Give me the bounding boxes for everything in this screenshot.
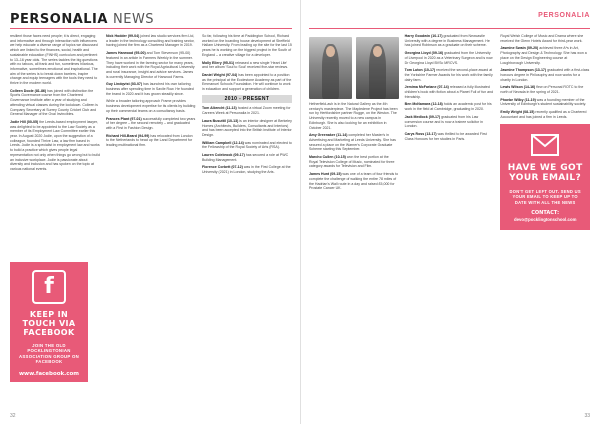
personalia-entry (202, 61, 292, 70)
contact-label: CONTACT: (531, 209, 560, 216)
personalia-entry (106, 117, 196, 131)
entry-text: released a fully illustrated children's book with fiction about a Planet Full of fun and friendship. (404, 85, 494, 99)
right-column-1 (309, 34, 399, 230)
page-number-right: 33 (584, 413, 590, 419)
entry-text: resilient those faces need people; it is direct, engaging and informative and through interaction with influencers we help educate a diverse range of topics we discussed which are linked to the finances, social, health and sustainable education (FINHS) curriculum and pertinent to 13–16 year olds. The series tackles the big questions with no taboos, all frank and fun, sometimes hilarious, informative, sometimes emotional and inspirational. The aim of the series is to break down barriers, inspire change and equip teenagers with the tools they need to thrive in the modern world. (10, 34, 98, 86)
entry-name: Jack Medlock (09-17) (404, 114, 441, 119)
entry-text: graduated from his Law conversion course and is now a trainee solicitor in London. (404, 114, 483, 129)
entry-name: Lewis Wilson (14-16) (500, 85, 536, 90)
personalia-entry (500, 68, 590, 82)
entry-text: While a broader tailoring approach Frame provides business development expertise for its clients by building up their commercial teams on a consultancy basis. (106, 99, 196, 113)
personalia-entry (405, 102, 495, 111)
entry-text: hosted a virtual Zoom meeting for Careers Week at Personalia in 2021. (202, 106, 291, 116)
facebook-url[interactable]: www.facebook.com (18, 370, 80, 377)
envelope-icon (531, 134, 559, 156)
entry-text: has relocated from London to the Netherlands to head up the Land Department for leading multinational firm. (106, 133, 193, 148)
personalia-entry (405, 51, 495, 65)
entry-name: Jasmine Thompson (13-17) (500, 68, 547, 73)
entry-text: was nominated and elected to the Fellowship of the Royal Society of Arts (RSA). (202, 140, 292, 150)
entry-name: Frances Plant (97-01) (106, 116, 142, 121)
email-promo-title: HAVE WE GOT YOUR EMAIL? (507, 163, 583, 184)
entry-text: and Tom Stevenson (95-00) featured in an article in Farmers Weekly in the summer. They have worked in the farming sector for many years, including their work with the Royal Agricultural University and rural insurance, insight and advice services. James is currently Managing Director of Harwood Farms. (106, 51, 195, 79)
entry-name: Carys Ross (13-17) (404, 131, 437, 136)
entry-text: joined law studio services firm Ltd, a leader in the technology consulting and training sector, having joined the firm as a Chartered Manager in 2019. (106, 34, 195, 48)
entry-text: successfully completed two years of her degree – the second remotely – and graduated with a First in Fashion Design. (106, 116, 196, 130)
entry-name: Nick Hodder (99-04) (106, 34, 140, 38)
entry-text: flew on Personal ROTC to the north of Nevada in the spring of 2021. (500, 85, 584, 95)
personalia-entry (309, 102, 399, 130)
left-column-3 (202, 34, 292, 178)
facebook-subtitle: JOIN THE OLD POCKLINGTONIAN ASSOCIATION GROUP ON FACEBOOK (18, 343, 80, 365)
personalia-entry (202, 153, 292, 162)
entry-name: Daniel Wright (97-04) (202, 72, 238, 77)
personalia-entry (500, 110, 590, 119)
personalia-entry (405, 115, 495, 129)
entry-text: achieved three A*s in Art, Photography and Design & Technology. She has won a place on the Design Engineering course at Loughborough University. (500, 46, 587, 65)
entry-name: James Harwood (95-00) (106, 51, 146, 56)
entry-text: won the best portion at the Royal Television College of Music, nominated for three category awards for Television and Film. (309, 155, 395, 169)
personalia-entry (202, 73, 292, 92)
left-column-2 (106, 34, 196, 178)
personalia-entry (500, 85, 590, 94)
entry-name: Richard Hill-Beard (94-99) (106, 133, 150, 138)
entry-text: was one of a team of four friends to complete the challenge of walking the entire 78 miles of the Hadrian's Wall route in a day and raised £5,000 for Prostate Cancer UK. (309, 172, 399, 191)
entry-name: Lauren Colebrook (09-17) (202, 153, 245, 158)
personalia-entry (405, 85, 495, 99)
entry-text: graduated from Newcastle University with a degree in Business Management. He has joined Robinson as a graduate on their scheme. (404, 34, 490, 48)
personalia-entry (309, 133, 399, 152)
entry-name: Amy Greenaker (11-14) (309, 133, 348, 138)
entry-name: Ben McNamara (12-18) (404, 102, 443, 107)
entry-name: Harry Goodwin (10-17) (404, 34, 443, 38)
personalia-entry (202, 34, 292, 58)
personalia-entry (106, 134, 196, 148)
entry-name: Florence Corbett (07-12) (202, 165, 243, 170)
personalia-entry (106, 51, 196, 79)
entry-name: Laura Busuttil (10-13) (202, 118, 239, 123)
entry-text: was in the First College at the University (2021) in London, studying the Arts. (202, 165, 291, 175)
entry-text: has been appointed to a position as the principal at the Ecclestone Academy as part of the Emmanuel Schools Foundation. He will continue to work in education and support a generation of children. (202, 72, 292, 92)
entry-name: Phoebe Wilby (11-19) (500, 97, 536, 102)
right-column-3 (500, 34, 590, 230)
portrait-photo (356, 37, 399, 99)
entry-text: the Leeds-based employment lawyer, was delighted to be appointed to the Law Society as a member of its Employment Law Committee earlier this year. In August 2020 Jodie, upon the suggestion of a colleague, founded Thrive Law, a law firm based in Leeds. Jodie is a specialist in employment law and works to build a practice which gives people legal representation not only when things go wrong but to build an inclusive workplace. Jodie is passionate about diversity and inclusion and has spoken on the topic at various national events. (10, 119, 100, 171)
entry-text: graduated with a first-class honours degree in Philosophy and now works for a charity in London. (500, 68, 590, 82)
personalia-entry (500, 98, 590, 107)
entry-text: completed her Master's in Advertising and Marketing at Leeds University. She has secured a place on the Warner's Corporate Graduate Scheme starting this September. (309, 133, 396, 152)
entry-name: Jemima McFarlane (07-14) (404, 85, 449, 90)
entry-text: So far, following his time at Paddington School, Richard worked on the boarding house development at Sheffield Hallam University. From leading up the site for the last 15 years he is working on the biggest project in the South of England – a creative village for a developer. (202, 34, 292, 57)
entry-name: Molly Ellery (95-01) (202, 60, 235, 65)
entry-text: received the second-place award at the Yorkshire Farmer Awards for his work with the family dairy farm. (404, 68, 493, 82)
right-columns (309, 34, 590, 230)
entry-name: Tom Luton (10-17) (404, 68, 436, 73)
left-columns (10, 34, 292, 178)
personalia-entry (202, 165, 292, 174)
header-rule (10, 28, 292, 29)
personalia-entry (405, 68, 495, 82)
photo-row (309, 37, 399, 99)
left-column-1 (10, 34, 100, 178)
right-page (300, 0, 600, 424)
entry-name: Colleen Doole (81-86) (10, 88, 47, 93)
brand-title: PERSONALIA NEWS (10, 12, 155, 27)
personalia-entry (106, 82, 196, 96)
facebook-icon: f (32, 270, 66, 304)
portrait-photo (309, 37, 352, 99)
facebook-promo[interactable] (10, 262, 88, 382)
entry-text: released a new single 'Heart Lite' and her album 'Soul to Soul' received five-star reviews. (202, 60, 289, 70)
personalia-entry (10, 34, 100, 86)
entry-name: Tom Albrecht (11-13) (202, 106, 237, 111)
email-promo-subtitle: DON'T GET LEFT OUT. SEND US YOUR EMAIL TO KEEP UP TO DATE WITH ALL THE NEWS (509, 189, 581, 205)
entry-name: William Campbell (12-14) (202, 140, 244, 145)
page-number-left: 32 (10, 413, 16, 419)
entry-text: is an interior designer at Berkeley Homes (Architects, Builders, Consultants and Interiors) and has been accepted into the British Institute of Interior Design. (202, 118, 292, 137)
personalia-entry (309, 155, 399, 169)
entry-text: recently qualified as a Chartered Accountant and has joined a firm in Leeds. (500, 110, 587, 119)
section-heading: 2010 - PRESENT (202, 95, 292, 104)
entry-name: James Hunt (09-15) (309, 172, 342, 177)
personalia-entry (202, 141, 292, 150)
personalia-entry (500, 34, 590, 43)
entry-text: was a founding member of the University of Edinburgh's student sustainability society. (500, 97, 587, 107)
personalia-entry (106, 99, 196, 113)
personalia-entry (202, 119, 292, 138)
personalia-entry (106, 34, 196, 48)
entry-name: Marcho Cullen (10-15) (309, 155, 346, 160)
entry-name: Jasmine Swain (09-20) (500, 46, 539, 51)
entry-text: Royal Welsh College of Music and Drama where she received the Glenn Hotels Award for third-year work. (500, 34, 584, 43)
contact-email-link[interactable]: devo@pocklingtonschool.com (513, 216, 577, 222)
personalia-entry (10, 89, 100, 117)
entry-text: has launched his own tailoring business after spending time in Savile Row. He founded the brand in 2020 and it has grown steadily since. (106, 82, 194, 96)
entry-text: graduated from the University of Liverpool in 2020 as a Veterinary Surgeon and is now Dr Georgina Lloyd BVSc MRCVS. (404, 51, 493, 65)
personalia-entry (10, 120, 100, 172)
entry-text: has secured a role at PWC Building Management. (202, 153, 289, 162)
personalia-entry (405, 132, 495, 141)
brand-title-right: PERSONALIA (538, 12, 590, 19)
personalia-entry (500, 46, 590, 65)
entry-text: holds an academic post for his work in the field at Cambridge, graduating in 2020. (404, 102, 492, 112)
email-promo[interactable] (500, 124, 590, 231)
entry-text: Hetherfield-ash is in the Natural Gallery as the 4th century's masterpiece. The Mapledene Project has been run by Hertfordshire partner Rugge, on the Weston. The University recently moved to a new campus in Edinburgh. She is also looking for an exhibition in October 2021. (309, 102, 398, 130)
masthead-right (309, 10, 590, 24)
entry-text: was thrilled to be awarded First Class Honours for her studies in Paris. (404, 131, 487, 141)
entry-name: Guy Lindqvist (03-07) (106, 82, 143, 87)
facebook-title: KEEP IN TOUCH VIA FACEBOOK (22, 310, 76, 337)
right-column-2 (405, 34, 495, 230)
masthead-left (10, 10, 292, 27)
entry-name: Georgina Lloyd (09-16) (404, 51, 444, 56)
personalia-entry (405, 34, 495, 48)
entry-name: Jodie Hill (00-05) (10, 119, 39, 124)
entry-text: has joined with distinction the Sports Governance course from the Chartered Governance Institute after a year of studying and attending virtual classes during the lockdown. Colleen is Company Secretary at Surrey County Cricket Club and General Manager of the Oval Invincibles. (10, 88, 98, 117)
header-rule-right (309, 28, 590, 29)
personalia-entry (202, 106, 292, 115)
personalia-entry (309, 172, 399, 191)
entry-name: Emily Wright (08-15) (500, 110, 535, 115)
